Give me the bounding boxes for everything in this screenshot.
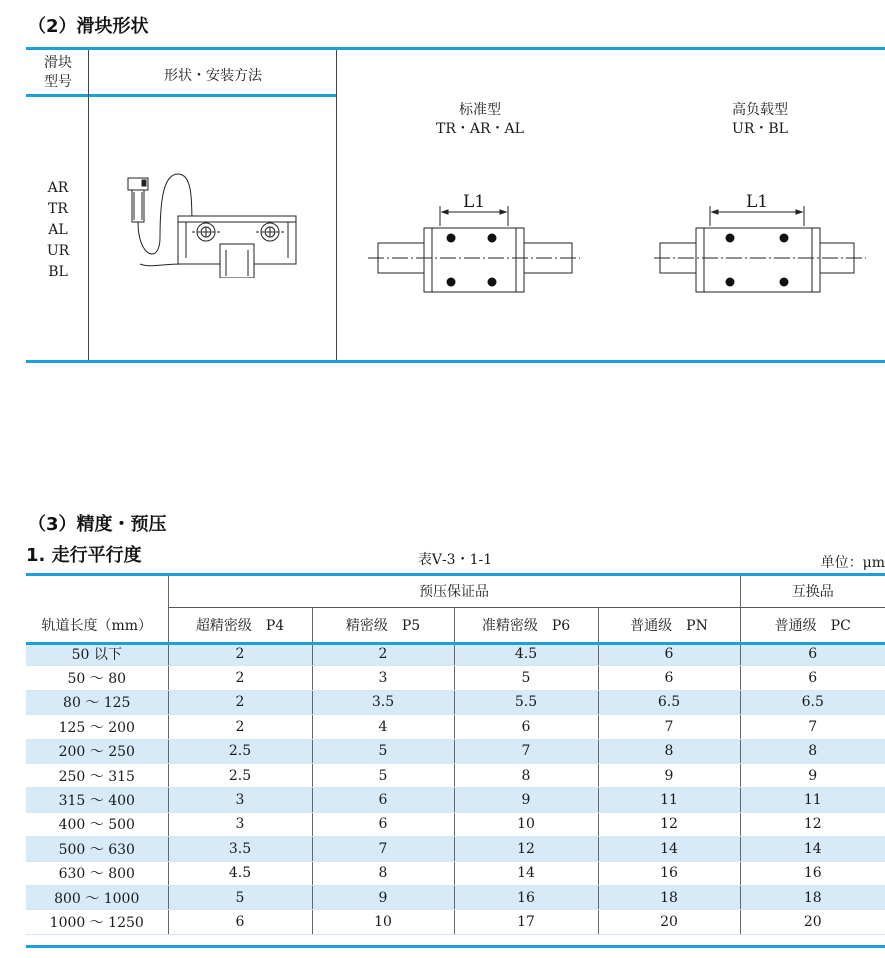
model-code: UR <box>46 243 70 259</box>
model-list <box>30 178 86 283</box>
table-row <box>26 666 885 690</box>
standard-type-models: TR・AR・AL <box>436 121 524 137</box>
rail-length-cell: 400 ～ 500 <box>26 812 168 836</box>
value-cell: 6.5 <box>598 690 740 714</box>
value-cell: 12 <box>454 837 598 861</box>
value-cell: 9 <box>740 763 885 787</box>
section-title-shape: （2）滑块形状 <box>28 16 149 37</box>
value-cell: 5 <box>312 739 454 763</box>
header-model-line: 型号 <box>44 74 72 90</box>
table-number: 表Ⅴ-3・1-1 <box>417 552 493 568</box>
model-code: AR <box>47 180 69 196</box>
value-cell: 14 <box>454 861 598 885</box>
subsection-title-parallelism: 1. 走行平行度 <box>26 545 142 566</box>
group-preload-header: 预压保证品 <box>168 574 740 608</box>
table-row <box>26 690 885 714</box>
value-cell: 4.5 <box>454 642 598 666</box>
value-cell: 7 <box>454 739 598 763</box>
value-cell: 8 <box>312 861 454 885</box>
divider-header <box>26 94 337 97</box>
header-model <box>30 54 86 92</box>
table-row <box>26 861 885 885</box>
value-cell: 7 <box>312 837 454 861</box>
table-row <box>26 910 885 934</box>
section-title-accuracy: （3）精度・预压 <box>28 514 167 535</box>
column-divider <box>88 50 89 360</box>
value-cell: 11 <box>598 788 740 812</box>
table-row <box>26 885 885 909</box>
value-cell: 12 <box>598 812 740 836</box>
value-cell: 6 <box>454 715 598 739</box>
value-cell: 6 <box>168 910 312 934</box>
table-row <box>26 715 885 739</box>
value-cell: 2 <box>168 642 312 666</box>
mounting-illustration <box>120 168 310 278</box>
group-interchange-header: 互换品 <box>740 574 885 608</box>
value-cell: 14 <box>598 837 740 861</box>
rail-length-cell: 630 ～ 800 <box>26 861 168 885</box>
value-cell: 18 <box>598 885 740 909</box>
value-cell: 20 <box>598 910 740 934</box>
rail-length-cell: 50 以下 <box>26 642 168 666</box>
rail-length-cell: 250 ～ 315 <box>26 763 168 787</box>
value-cell: 10 <box>312 910 454 934</box>
value-cell: 6 <box>740 642 885 666</box>
value-cell: 2 <box>168 715 312 739</box>
heavy-type-name: 高负载型 <box>732 102 788 118</box>
value-cell: 6 <box>598 666 740 690</box>
value-cell: 9 <box>454 788 598 812</box>
value-cell: 3.5 <box>168 837 312 861</box>
value-cell: 6 <box>740 666 885 690</box>
column-header: 普通级 PC <box>774 618 851 634</box>
divider-top <box>26 47 885 50</box>
value-cell: 5.5 <box>454 690 598 714</box>
column-divider <box>336 50 337 360</box>
header-model-line: 滑块 <box>44 55 72 71</box>
heavy-dimension-label: L1 <box>745 192 769 212</box>
rail-length-cell: 500 ～ 630 <box>26 837 168 861</box>
value-cell: 5 <box>168 885 312 909</box>
table-row <box>26 642 885 666</box>
rail-length-cell: 50 ～ 80 <box>26 666 168 690</box>
column-header: 轨道长度（mm） <box>26 608 168 643</box>
table-top-rule <box>26 573 885 576</box>
column-header: 普通级 PN <box>598 608 740 643</box>
value-cell: 4 <box>312 715 454 739</box>
value-cell: 12 <box>740 812 885 836</box>
model-code: TR <box>48 201 68 217</box>
table-row <box>26 739 885 763</box>
value-cell: 6 <box>598 642 740 666</box>
header-shape: 形状・安装方法 <box>164 68 262 84</box>
value-cell: 8 <box>454 763 598 787</box>
value-cell: 2 <box>168 690 312 714</box>
column-header: 精密级 P5 <box>312 608 454 643</box>
rail-length-cell: 125 ～ 200 <box>26 715 168 739</box>
value-cell: 7 <box>598 715 740 739</box>
table-header-rule <box>26 642 885 645</box>
rail-length-cell: 800 ～ 1000 <box>26 885 168 909</box>
rail-length-cell: 1000 ～ 1250 <box>26 910 168 934</box>
table-bottom-rule <box>26 945 885 948</box>
divider-bottom <box>26 360 885 363</box>
value-cell: 16 <box>454 885 598 909</box>
standard-dimension-label: L1 <box>462 192 486 212</box>
value-cell: 14 <box>740 837 885 861</box>
table-row <box>26 788 885 812</box>
unit-label: 单位：μm <box>820 555 885 571</box>
value-cell: 3 <box>168 812 312 836</box>
value-cell: 2 <box>168 666 312 690</box>
value-cell: 7 <box>740 715 885 739</box>
value-cell: 2.5 <box>168 739 312 763</box>
column-header: 超精密级 P4 <box>168 608 312 643</box>
value-cell: 20 <box>740 910 885 934</box>
heavy-type-models: UR・BL <box>732 121 788 137</box>
value-cell: 6 <box>312 788 454 812</box>
value-cell: 8 <box>598 739 740 763</box>
value-cell: 6 <box>312 812 454 836</box>
table-row <box>26 763 885 787</box>
value-cell: 8 <box>740 739 885 763</box>
value-cell: 16 <box>598 861 740 885</box>
standard-type-name: 标准型 <box>459 102 501 118</box>
header-blank <box>26 574 168 608</box>
table-row <box>26 837 885 861</box>
parallelism-table <box>26 574 885 935</box>
heavy-type-caption <box>660 101 860 139</box>
table-row <box>26 812 885 836</box>
value-cell: 17 <box>454 910 598 934</box>
value-cell: 2.5 <box>168 763 312 787</box>
value-cell: 2 <box>312 642 454 666</box>
value-cell: 18 <box>740 885 885 909</box>
value-cell: 16 <box>740 861 885 885</box>
value-cell: 9 <box>598 763 740 787</box>
value-cell: 3 <box>312 666 454 690</box>
standard-type-caption <box>380 101 580 139</box>
value-cell: 4.5 <box>168 861 312 885</box>
column-header: 准精密级 P6 <box>454 608 598 643</box>
value-cell: 5 <box>454 666 598 690</box>
value-cell: 9 <box>312 885 454 909</box>
rail-length-cell: 200 ～ 250 <box>26 739 168 763</box>
value-cell: 6.5 <box>740 690 885 714</box>
value-cell: 10 <box>454 812 598 836</box>
value-cell: 3.5 <box>312 690 454 714</box>
value-cell: 3 <box>168 788 312 812</box>
model-code: BL <box>48 264 68 280</box>
rail-length-cell: 80 ～ 125 <box>26 690 168 714</box>
model-code: AL <box>48 222 68 238</box>
rail-length-cell: 315 ～ 400 <box>26 788 168 812</box>
value-cell: 5 <box>312 763 454 787</box>
value-cell: 11 <box>740 788 885 812</box>
